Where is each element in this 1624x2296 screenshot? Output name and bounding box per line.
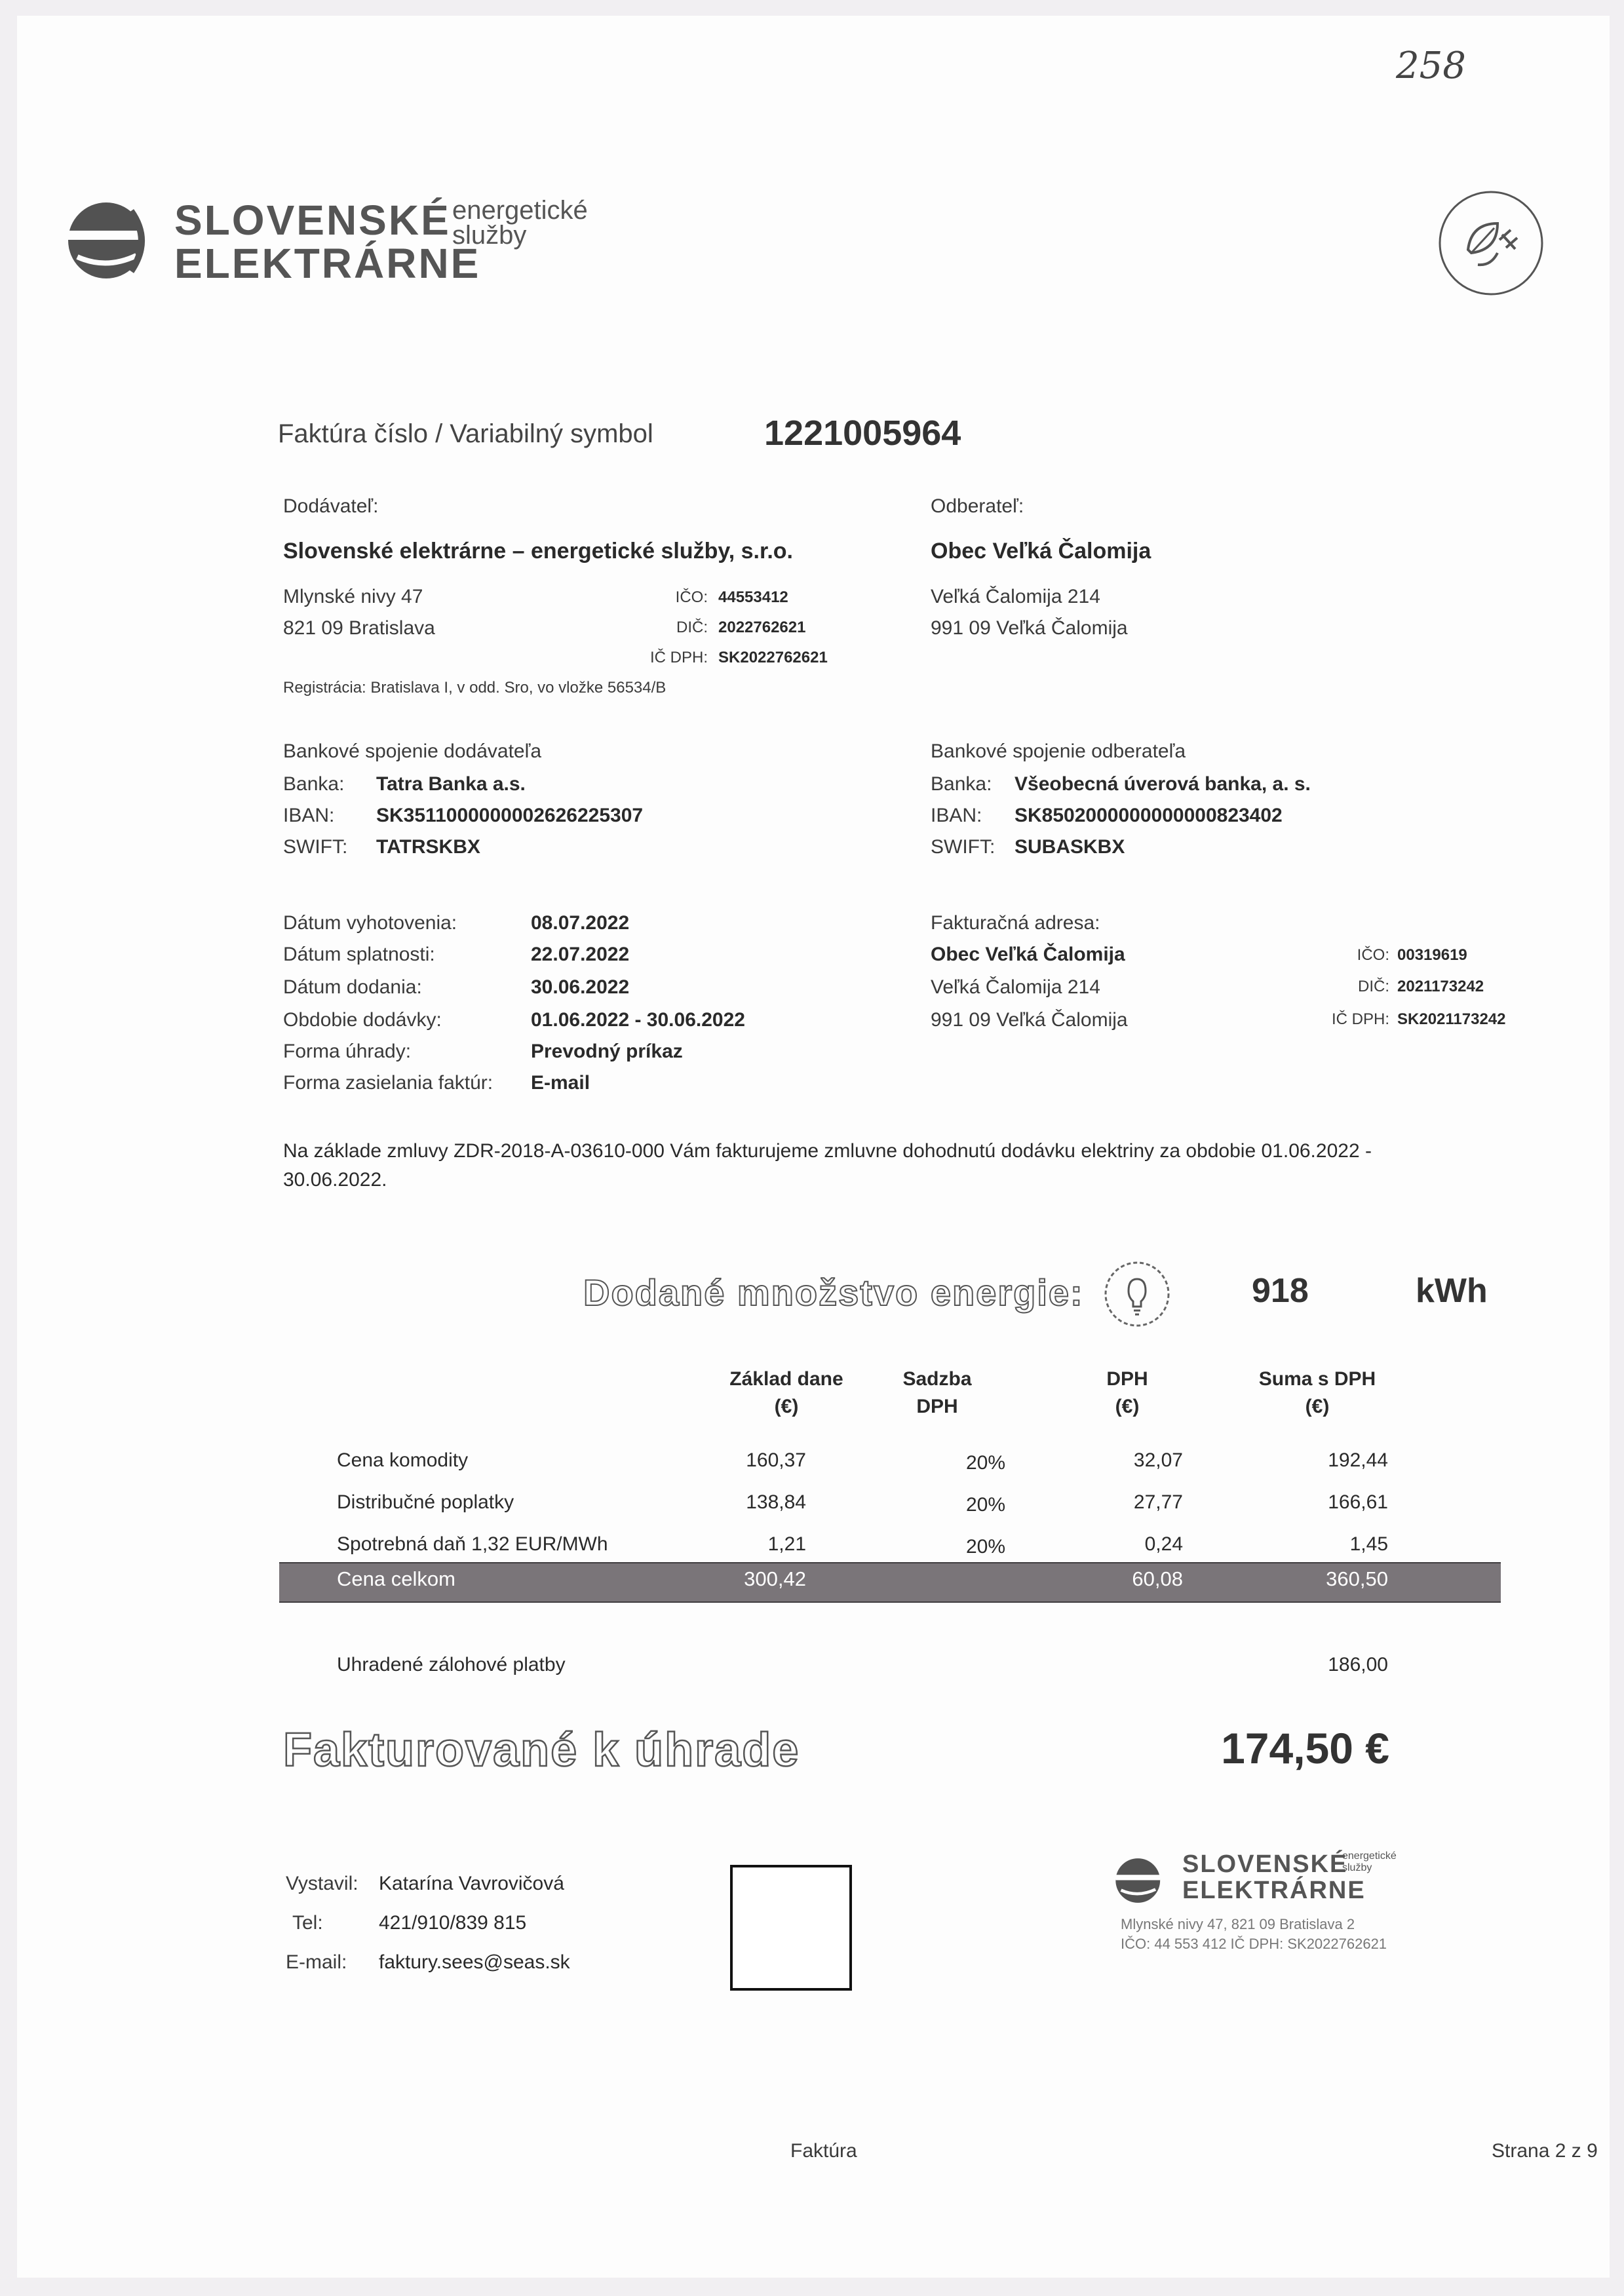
row-base: 138,84 [746,1491,806,1513]
col-header-total: Suma s DPH [1258,1368,1376,1390]
row-vat: 32,07 [1133,1449,1183,1471]
qr-placeholder-box [730,1865,852,1991]
billing-heading: Fakturačná adresa: [931,912,1100,934]
issuer-name: Katarína Vavrovičová [379,1873,564,1894]
handwritten-note: 258 [1396,45,1466,87]
summary-base: 300,42 [744,1567,806,1590]
customer-bank-label: Banka: [931,773,992,795]
supplier-name: Slovenské elektrárne – energetické služby, s.r.o. [283,539,793,564]
customer-bank-name: Všeobecná úverová banka, a. s. [1015,773,1311,795]
col-header-rate: Sadzba [902,1368,972,1390]
bulb-icon [1101,1258,1173,1330]
contract-text-cont: 30.06.2022. [283,1169,387,1191]
customer-swift: SUBASKBX [1015,836,1125,858]
summary-vat: 60,08 [1132,1567,1183,1590]
customer-swift-label: SWIFT: [931,836,996,858]
supplier-icdph: SK2022762621 [718,649,828,666]
deposits-label: Uhradené zálohové platby [337,1654,566,1675]
stamp-ids: IČO: 44 553 412 IČ DPH: SK2022762621 [1121,1936,1387,1952]
billing-city: 991 09 Veľká Čalomija [931,1009,1128,1031]
supplier-bank-name: Tatra Banka a.s. [376,773,526,795]
row-label: Spotrebná daň 1,32 EUR/MWh [337,1533,608,1555]
col-header-rate-unit: DPH [916,1396,958,1417]
supplier-registration: Registrácia: Bratislava I, v odd. Sro, vo vložke 56534/B [283,679,667,697]
page-number: Strana 2 z 9 [1492,2140,1598,2162]
row-total: 166,61 [1328,1491,1388,1513]
amount-due-value: 174,50 € [1221,1724,1389,1772]
stamp-address: Mlynské nivy 47, 821 09 Bratislava 2 [1121,1916,1355,1932]
row-rate: 20% [966,1452,1006,1474]
deposits-value: 186,00 [1328,1654,1388,1675]
date-value: 01.06.2022 - 30.06.2022 [531,1009,745,1031]
stamp-sub1: energetické [1342,1850,1397,1862]
stamp-emblem-icon [1114,1856,1164,1905]
row-total: 192,44 [1328,1449,1388,1471]
date-value: Prevodný príkaz [531,1041,683,1062]
stamp-line1: SLOVENSKÉ [1182,1850,1348,1878]
email-value: faktury.sees@seas.sk [379,1951,570,1973]
summary-total: 360,50 [1326,1567,1388,1590]
summary-label: Cena celkom [337,1567,455,1590]
supplier-street: Mlynské nivy 47 [283,586,423,607]
customer-name: Obec Veľká Čalomija [931,539,1151,564]
tel-value: 421/910/839 815 [379,1912,527,1934]
leaf-plug-icon [1435,187,1547,299]
date-label: Dátum splatnosti: [283,944,435,965]
supplier-ico: 44553412 [718,588,788,606]
amount-due-label: Fakturované k úhrade [283,1724,800,1776]
supplier-bank-label: Banka: [283,773,345,795]
footer-center: Faktúra [790,2140,857,2162]
date-value: 08.07.2022 [531,912,630,934]
supplier-dic: 2022762621 [718,619,806,636]
row-label: Cena komodity [337,1449,469,1471]
date-value: E-mail [531,1072,590,1094]
energy-unit: kWh [1416,1272,1488,1310]
issuer-label: Vystavil: [286,1873,358,1894]
customer-street: Veľká Čalomija 214 [931,586,1100,607]
date-label: Forma úhrady: [283,1041,412,1062]
row-vat: 0,24 [1144,1533,1183,1555]
supplier-dic-label: DIČ: [676,619,708,636]
row-rate: 20% [966,1536,1006,1558]
logo-line1: SLOVENSKÉ [174,197,451,244]
col-header-base-unit: (€) [774,1396,799,1417]
supplier-swift: TATRSKBX [376,836,480,858]
customer-iban-label: IBAN: [931,805,982,826]
supplier-swift-label: SWIFT: [283,836,348,858]
logo-line2: ELEKTRÁRNE [174,240,481,287]
row-base: 160,37 [746,1449,806,1471]
date-value: 30.06.2022 [531,976,630,998]
row-label: Distribučné poplatky [337,1491,514,1513]
row-base: 1,21 [767,1533,806,1555]
company-logo [66,197,655,288]
logo-sub1: energetické [452,196,588,225]
contract-text: Na základe zmluvy ZDR-2018-A-03610-000 Vám fakturujeme zmluvne dohodnutú dodávku elektriny za obdobie 01.06.2022 - [283,1140,1372,1162]
billing-dic: 2021173242 [1397,978,1484,995]
customer-iban: SK8502000000000000823402 [1015,805,1283,826]
supplier-iban-label: IBAN: [283,805,335,826]
billing-name: Obec Veľká Čalomija [931,944,1125,965]
row-total: 1,45 [1349,1533,1388,1555]
stamp-sub2: služby [1342,1862,1372,1873]
date-label: Obdobie dodávky: [283,1009,442,1031]
col-header-base: Základ dane [729,1368,843,1390]
company-stamp [1114,1848,1481,1959]
billing-ico-label: IČO: [1357,946,1389,964]
billing-dic-label: DIČ: [1358,978,1389,995]
customer-city: 991 09 Veľká Čalomija [931,617,1128,639]
col-header-total-unit: (€) [1305,1396,1330,1417]
col-header-vat: DPH [1106,1368,1148,1390]
billing-street: Veľká Čalomija 214 [931,976,1100,998]
email-label: E-mail: [286,1951,347,1973]
tel-label: Tel: [292,1912,323,1934]
energy-label: Dodané množstvo energie: [583,1272,1084,1313]
logo-sub2: služby [452,221,527,250]
supplier-bank-heading: Bankové spojenie dodávateľa [283,740,542,762]
logo-emblem-icon [66,198,151,283]
row-vat: 27,77 [1133,1491,1183,1513]
billing-ico: 00319619 [1397,946,1467,964]
supplier-ico-label: IČO: [675,588,708,606]
date-value: 22.07.2022 [531,944,630,965]
date-label: Dátum dodania: [283,976,422,998]
supplier-heading: Dodávateľ: [283,495,379,517]
invoice-number: 1221005964 [764,413,961,453]
energy-amount: 918 [1252,1272,1309,1310]
row-rate: 20% [966,1494,1006,1516]
billing-icdph-label: IČ DPH: [1331,1010,1389,1028]
date-label: Forma zasielania faktúr: [283,1072,493,1094]
col-header-vat-unit: (€) [1115,1396,1140,1417]
supplier-city: 821 09 Bratislava [283,617,435,639]
invoice-number-label: Faktúra číslo / Variabilný symbol [278,419,653,448]
billing-icdph: SK2021173242 [1397,1010,1506,1028]
customer-bank-heading: Bankové spojenie odberateľa [931,740,1186,762]
supplier-icdph-label: IČ DPH: [649,649,708,666]
stamp-line2: ELEKTRÁRNE [1182,1877,1366,1904]
supplier-iban: SK3511000000002626225307 [376,805,644,826]
customer-heading: Odberateľ: [931,495,1024,517]
date-label: Dátum vyhotovenia: [283,912,457,934]
